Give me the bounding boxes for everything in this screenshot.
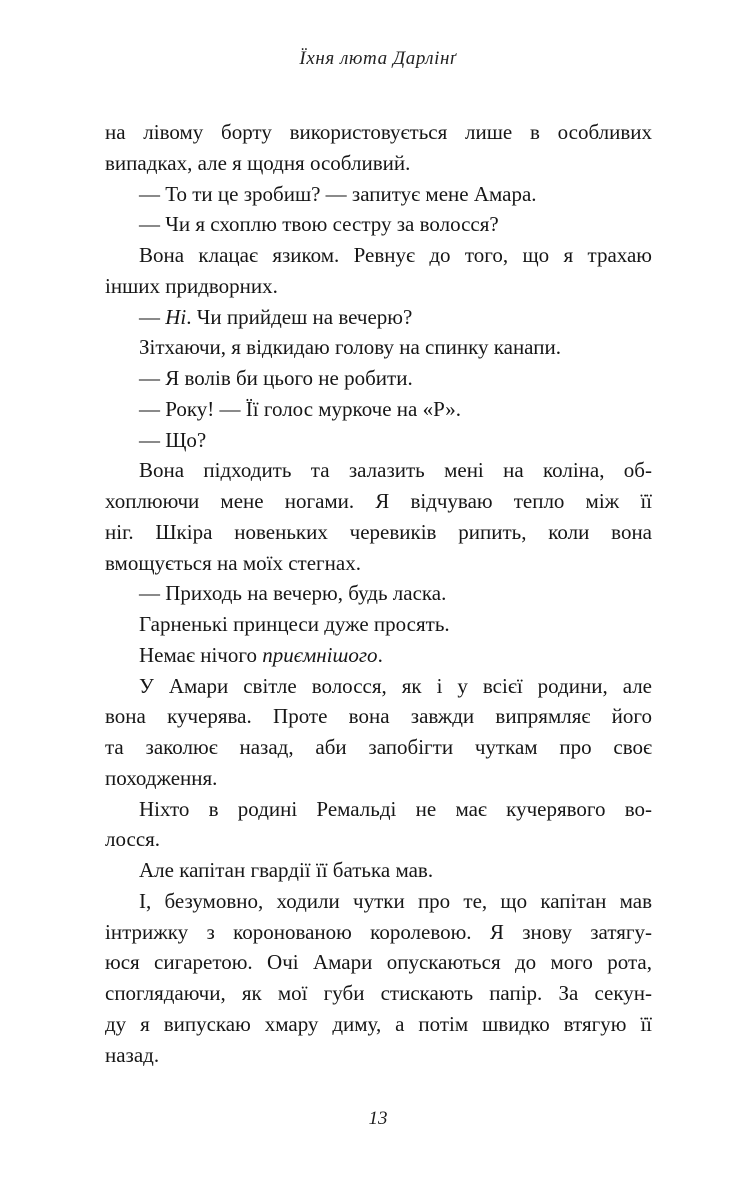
text-segment: Але капітан гвардії її батька мав. [139, 858, 434, 882]
italic-text-segment: приємнішого [262, 642, 378, 667]
text-line [105, 425, 652, 456]
text-line [105, 794, 652, 825]
text-line [105, 855, 652, 886]
text-line [105, 578, 652, 609]
text-segment: Вона клацає язиком. Ревнує до того, що я трахаю [139, 243, 652, 267]
body-text [105, 117, 652, 1070]
text-line [105, 671, 652, 702]
text-line [105, 1040, 652, 1071]
text-segment: — Приходь на вечерю, будь ласка. [139, 581, 447, 606]
text-segment: Немає нічого [139, 642, 263, 667]
text-line [105, 486, 652, 517]
text-line [105, 240, 652, 271]
text-segment: вмощується на моїх стегнах. [105, 550, 361, 575]
text-line [105, 209, 652, 240]
text-line [105, 517, 652, 548]
text-line [105, 763, 652, 794]
text-line [105, 1009, 652, 1040]
text-segment: У Амари світле волосся, як і у всієї родини, але [139, 673, 652, 698]
text-line [105, 271, 652, 302]
text-line [105, 947, 652, 978]
text-segment: — Я волів би цього не робити. [139, 366, 413, 390]
text-line [105, 640, 652, 671]
text-line [105, 179, 652, 210]
text-segment: на лівому борту використовується лише в особливих [105, 120, 652, 144]
text-segment: юся сигаретою. Очі Амари опускаються до мого рота, [105, 950, 652, 975]
text-line [105, 917, 652, 948]
text-segment: споглядаючи, як мої губи стискають папір. За секун- [105, 981, 652, 1005]
text-line [105, 148, 652, 179]
text-segment: — Чи я схоплю твою сестру за волосся? [139, 212, 499, 237]
text-line [105, 455, 652, 486]
text-line [105, 363, 652, 394]
text-line [105, 978, 652, 1009]
text-line [105, 824, 652, 855]
running-head: Їхня люта Дарлінґ [299, 48, 457, 69]
text-line [105, 548, 652, 579]
text-segment: . [377, 642, 383, 667]
italic-text-segment: Ні [165, 304, 187, 329]
text-segment: назад. [105, 1042, 160, 1067]
text-segment: інших придворних. [105, 273, 278, 298]
text-segment: лосся. [105, 827, 161, 852]
text-segment: І, безумовно, ходили чутки про те, що капітан мав [139, 888, 652, 913]
text-segment: — [139, 304, 166, 329]
text-segment: — Що? [139, 427, 207, 452]
text-line [105, 394, 652, 425]
text-segment: вона кучерява. Проте вона завжди випрямляє його [105, 704, 652, 729]
text-line [105, 732, 652, 763]
text-segment: . Чи прийдеш на вечерю? [186, 304, 413, 329]
text-segment: Зітхаючи, я відкидаю голову на спинку канапи. [139, 335, 561, 360]
text-line [105, 609, 652, 640]
page-number: 13 [368, 1108, 388, 1129]
text-line [105, 302, 652, 333]
text-line [105, 332, 652, 363]
text-segment: та заколює назад, аби запобігти чуткам про своє [105, 735, 652, 759]
text-segment: походження. [105, 765, 218, 790]
text-segment: — То ти це зробиш? — запитує мене Амара. [139, 181, 537, 206]
text-segment: випадках, але я щодня особливий. [105, 150, 411, 175]
text-segment: інтрижку з коронованою королевою. Я знову затягу- [105, 919, 652, 944]
text-segment: ду я випускаю хмару диму, а потім швидко втягую її [105, 1011, 652, 1036]
text-segment: хоплюючи мене ногами. Я відчуваю тепло між її [105, 489, 652, 513]
text-segment: Гарненькі принцеси дуже просять. [139, 612, 450, 636]
text-line [105, 701, 652, 732]
text-segment: Ніхто в родині Ремальді не має кучерявого во- [139, 796, 652, 821]
text-segment: Вона підходить та залазить мені на коліна, об- [139, 458, 652, 483]
text-line [105, 117, 652, 148]
text-line [105, 886, 652, 917]
text-segment: ніг. Шкіра новеньких черевиків рипить, коли вона [105, 519, 652, 544]
text-segment: — Року! — Її голос муркоче на «Р». [139, 396, 462, 421]
